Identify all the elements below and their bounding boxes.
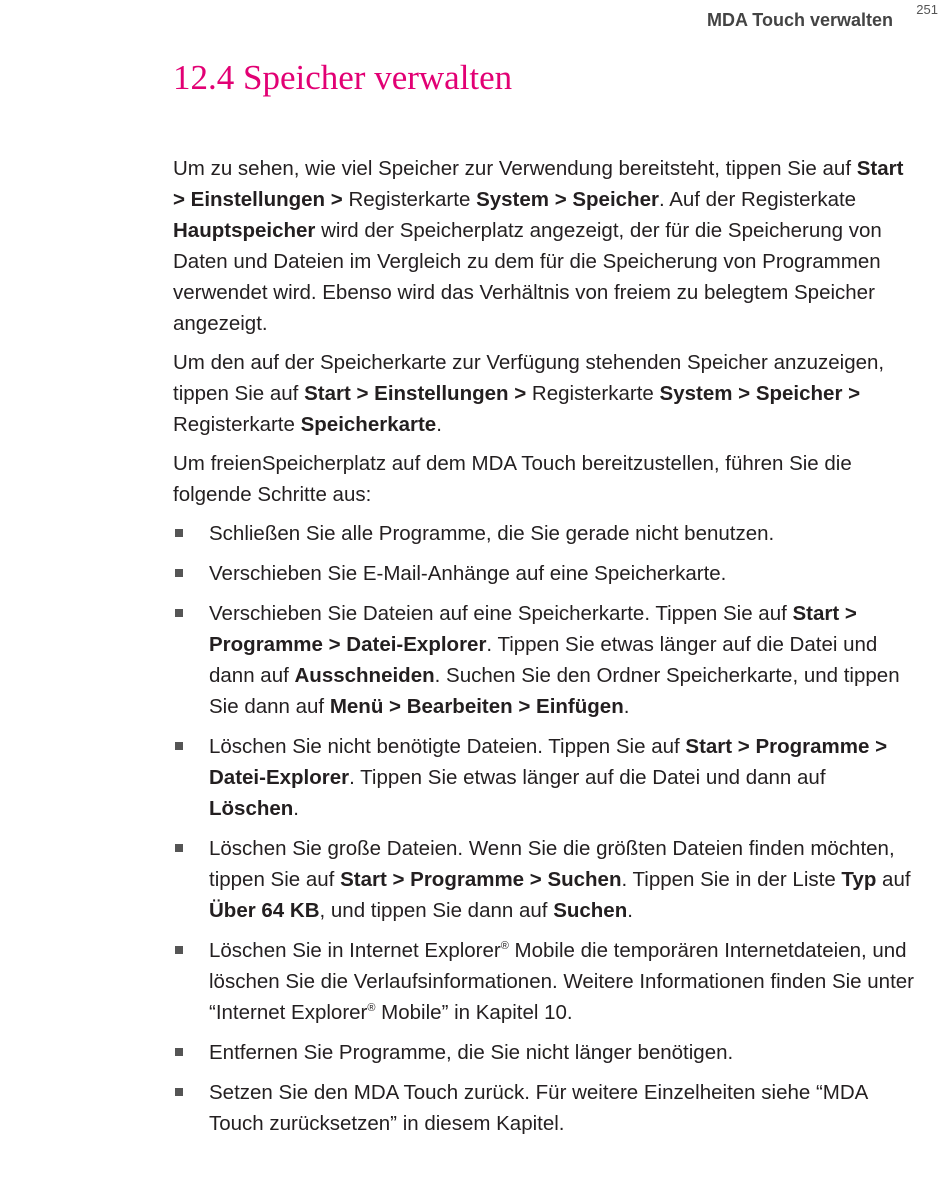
text-run: . bbox=[627, 899, 633, 922]
ui-path-label: Suchen bbox=[553, 899, 628, 922]
text-run: . bbox=[623, 695, 630, 718]
list-item bbox=[173, 518, 918, 549]
list-item bbox=[173, 558, 918, 589]
text-run: Verschieben Sie E-Mail-Anhänge auf eine Speicherkarte. bbox=[209, 562, 727, 585]
text-run: Um freienSpeicherplatz auf dem MDA Touch bereitzustellen, führen Sie die folgende Schritte aus: bbox=[173, 452, 852, 506]
registered-mark: ® bbox=[367, 1002, 376, 1014]
section-title: 12.4 Speicher verwalten bbox=[173, 58, 513, 97]
list-item bbox=[173, 598, 918, 722]
ui-path-label: Start > Einstellungen > bbox=[173, 157, 904, 211]
text-run: , und tippen Sie dann auf bbox=[319, 899, 554, 922]
text-run: Löschen Sie nicht benötigte Dateien. Tippen Sie auf bbox=[209, 735, 686, 758]
square-bullet-icon bbox=[175, 742, 183, 750]
text-run: Verschieben Sie Dateien auf eine Speicherkarte. Tippen Sie auf bbox=[209, 602, 793, 625]
text-run: . Suchen Sie den Ordner Speicherkarte, und tippen Sie dann auf bbox=[209, 664, 900, 718]
text-run: . Auf der Registerkate bbox=[658, 188, 857, 211]
square-bullet-icon bbox=[175, 569, 183, 577]
square-bullet-icon bbox=[175, 1088, 183, 1096]
ui-path-label: Löschen bbox=[209, 797, 294, 820]
text-run: wird der Speicherplatz angezeigt, der für die Speicherung von Daten und Dateien im Vergleich zu dem für die Speicherung von Programmen verwendet wird. Ebenso wird das Verhältnis von freiem zu belegtem Speicher angezeigt. bbox=[173, 219, 882, 335]
list-item bbox=[173, 731, 918, 824]
text-run: Schließen Sie alle Programme, die Sie gerade nicht benutzen. bbox=[209, 522, 775, 545]
list-item bbox=[173, 1077, 918, 1139]
text-run: Registerkarte bbox=[173, 413, 301, 436]
text-run: . bbox=[436, 413, 442, 436]
ui-path-label: Speicherkarte bbox=[300, 413, 437, 436]
text-run: Registerkarte bbox=[526, 382, 660, 405]
list-item-text bbox=[209, 735, 887, 820]
list-item-text bbox=[209, 1081, 867, 1135]
list-item bbox=[173, 935, 918, 1028]
ui-path-label: Über 64 KB bbox=[209, 899, 320, 922]
text-run: Mobile” in Kapitel 10. bbox=[375, 1001, 573, 1024]
text-run: auf bbox=[876, 868, 911, 891]
ui-path-label: Menü > Bearbeiten > Einfügen bbox=[329, 695, 624, 718]
ui-path-label: Start > Programme > Datei-Explorer bbox=[209, 735, 888, 789]
page-number: 251 bbox=[916, 2, 938, 17]
text-run: Entfernen Sie Programme, die Sie nicht länger benötigen. bbox=[209, 1041, 734, 1064]
ui-path-label: Typ bbox=[841, 868, 877, 891]
steps-list bbox=[173, 518, 918, 1139]
list-item bbox=[173, 833, 918, 926]
list-item-text bbox=[209, 837, 911, 922]
paragraph-storage-card bbox=[173, 347, 918, 440]
paragraph-memory-overview bbox=[173, 153, 918, 339]
list-item-text bbox=[209, 939, 914, 1024]
text-run: Um den auf der Speicherkarte zur Verfügung stehenden Speicher anzuzeigen, tippen Sie auf bbox=[173, 351, 885, 405]
square-bullet-icon bbox=[175, 946, 183, 954]
list-item-text bbox=[209, 522, 774, 545]
text-run: Löschen Sie große Dateien. Wenn Sie die größten Dateien finden möchten, tippen Sie auf bbox=[209, 837, 895, 891]
ui-path-label: Hauptspeicher bbox=[173, 219, 316, 242]
square-bullet-icon bbox=[175, 844, 183, 852]
ui-path-label: System > Speicher bbox=[476, 188, 659, 211]
text-run: . Tippen Sie etwas länger auf die Datei und dann auf bbox=[209, 633, 878, 687]
square-bullet-icon bbox=[175, 1048, 183, 1056]
list-item-text bbox=[209, 562, 726, 585]
text-run: . bbox=[293, 797, 299, 820]
text-run: Registerkarte bbox=[342, 188, 477, 211]
paragraph-free-space-intro bbox=[173, 448, 918, 510]
text-run: . Tippen Sie in der Liste bbox=[621, 868, 842, 891]
ui-path-label: Start > Programme > Datei-Explorer bbox=[209, 602, 857, 656]
text-run: Setzen Sie den MDA Touch zurück. Für weitere Einzelheiten siehe “MDA Touch zurücksetzen” in diesem Kapitel. bbox=[209, 1081, 868, 1135]
ui-path-label: Start > Einstellungen > bbox=[304, 382, 527, 405]
registered-mark: ® bbox=[500, 940, 509, 952]
text-run: Mobile die temporären Internetdateien, und löschen Sie die Verlaufsinformationen. Weitere Informationen finden Sie unter “Internet Explorer bbox=[209, 939, 915, 1024]
text-run: Um zu sehen, wie viel Speicher zur Verwendung bereitsteht, tippen Sie auf bbox=[173, 157, 857, 180]
ui-path-label: Start > Programme > Suchen bbox=[340, 868, 622, 891]
text-run: Löschen Sie in Internet Explorer bbox=[209, 939, 501, 962]
ui-path-label: System > Speicher > bbox=[659, 382, 861, 405]
text-run: . Tippen Sie etwas länger auf die Datei und dann auf bbox=[349, 766, 826, 789]
square-bullet-icon bbox=[175, 609, 183, 617]
list-item-text bbox=[209, 1041, 733, 1064]
square-bullet-icon bbox=[175, 529, 183, 537]
ui-path-label: Ausschneiden bbox=[294, 664, 435, 687]
list-item-text bbox=[209, 602, 900, 718]
running-header: MDA Touch verwalten bbox=[706, 10, 893, 30]
body-content bbox=[173, 153, 918, 1148]
list-item bbox=[173, 1037, 918, 1068]
